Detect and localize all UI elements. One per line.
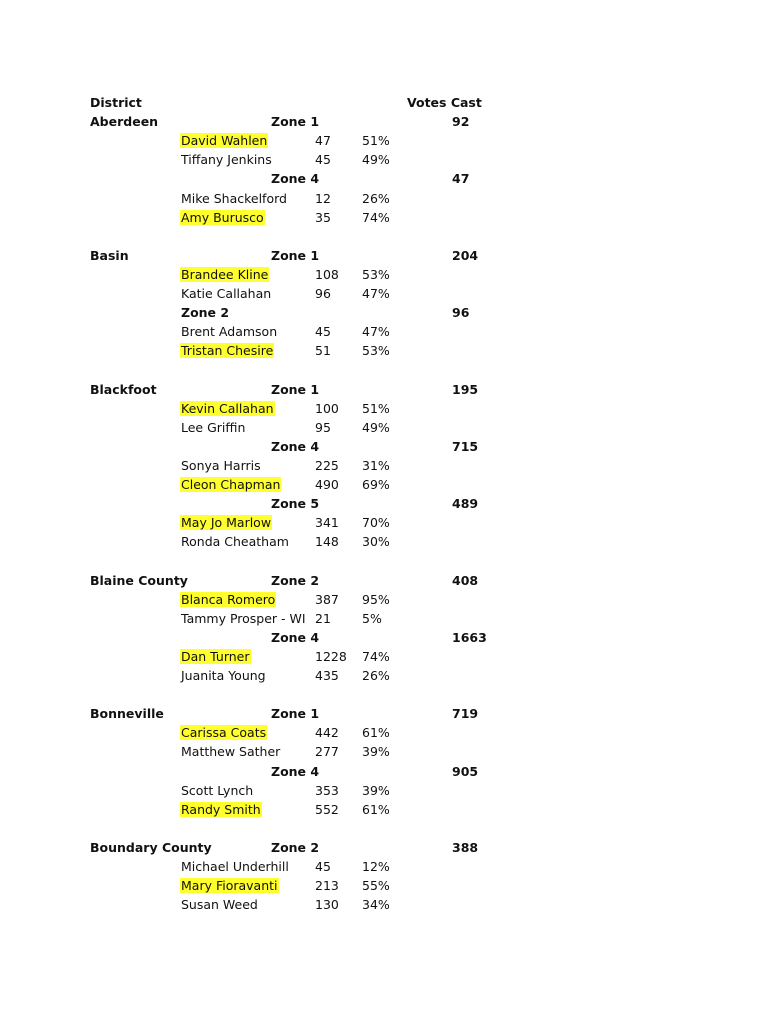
candidate-row xyxy=(0,513,768,532)
candidate-percent: 53% xyxy=(362,343,390,359)
candidate-votes: 552 xyxy=(315,801,339,817)
candidate-name: Mike Shackelford xyxy=(181,190,287,206)
candidate-percent: 51% xyxy=(362,400,390,416)
candidate-name: Tiffany Jenkins xyxy=(181,152,272,168)
candidate-votes: 130 xyxy=(315,897,339,913)
zone-label: Zone 1 xyxy=(271,247,320,263)
candidate-name: Sonya Harris xyxy=(181,457,261,473)
candidate-percent: 70% xyxy=(362,515,390,531)
candidate-row xyxy=(0,265,768,284)
candidate-row xyxy=(0,475,768,494)
winner-name: Kevin Callahan xyxy=(181,400,274,416)
candidate-percent: 31% xyxy=(362,457,390,473)
candidate-name: Lee Griffin xyxy=(181,419,246,435)
candidate-votes: 442 xyxy=(315,725,339,741)
zone-row xyxy=(0,437,768,456)
zone-row xyxy=(0,628,768,647)
candidate-percent: 53% xyxy=(362,266,390,282)
winner-name: May Jo Marlow xyxy=(181,515,272,531)
candidate-row xyxy=(0,647,768,666)
votes-cast-total: 719 xyxy=(452,706,479,722)
zone-label: Zone 1 xyxy=(271,114,320,130)
candidate-votes: 387 xyxy=(315,591,339,607)
zone-label: Zone 1 xyxy=(271,706,320,722)
zone-label: Zone 2 xyxy=(181,305,230,321)
zone-row xyxy=(0,169,768,188)
zone-label: Zone 5 xyxy=(271,496,320,512)
candidate-votes: 21 xyxy=(315,610,331,626)
candidate-percent: 39% xyxy=(362,782,390,798)
district-name: Boundary County xyxy=(90,839,212,855)
votes-cast-total: 96 xyxy=(452,305,470,321)
candidate-row xyxy=(0,322,768,341)
candidate-name: Susan Weed xyxy=(181,897,258,913)
votes-cast-total: 1663 xyxy=(452,629,487,645)
candidate-row xyxy=(0,456,768,475)
candidate-row xyxy=(0,876,768,895)
candidate-percent: 47% xyxy=(362,286,390,301)
candidate-row xyxy=(0,781,768,800)
zone-label: Zone 1 xyxy=(271,381,320,397)
candidate-row xyxy=(0,418,768,437)
candidate-percent: 74% xyxy=(362,209,390,225)
candidate-percent: 26% xyxy=(362,190,390,206)
winner-name: David Wahlen xyxy=(181,133,268,149)
zone-row xyxy=(0,704,768,723)
candidate-percent: 26% xyxy=(362,668,390,683)
winner-name: Blanca Romero xyxy=(181,591,276,607)
candidate-votes: 353 xyxy=(315,782,339,798)
candidate-percent: 61% xyxy=(362,725,390,741)
candidate-row xyxy=(0,208,768,227)
candidate-name: Tammy Prosper - WI xyxy=(181,610,306,626)
district-name: Basin xyxy=(90,247,129,263)
candidate-name: Michael Underhill xyxy=(181,859,289,874)
candidate-percent: 12% xyxy=(362,859,390,874)
candidate-votes: 225 xyxy=(315,457,339,473)
candidate-percent: 51% xyxy=(362,133,390,149)
candidate-percent: 49% xyxy=(362,419,390,435)
zone-label: Zone 4 xyxy=(271,629,320,645)
votes-cast-total: 204 xyxy=(452,247,479,263)
candidate-row xyxy=(0,284,768,303)
candidate-votes: 96 xyxy=(315,286,331,301)
candidate-name: Scott Lynch xyxy=(181,782,254,798)
candidate-row xyxy=(0,666,768,685)
candidate-row xyxy=(0,800,768,819)
votes-cast-total: 388 xyxy=(452,839,479,855)
candidate-percent: 47% xyxy=(362,324,390,340)
candidate-votes: 148 xyxy=(315,534,339,550)
votes-cast-total: 489 xyxy=(452,496,479,512)
candidate-votes: 100 xyxy=(315,400,339,416)
votes-cast-total: 408 xyxy=(452,572,479,588)
candidate-votes: 35 xyxy=(315,209,331,225)
candidate-votes: 47 xyxy=(315,133,331,149)
candidate-row xyxy=(0,532,768,551)
candidate-row xyxy=(0,723,768,742)
candidate-name: Juanita Young xyxy=(181,668,266,683)
candidate-percent: 49% xyxy=(362,152,390,168)
candidate-row xyxy=(0,857,768,876)
candidate-percent: 61% xyxy=(362,801,390,817)
zone-row xyxy=(0,838,768,857)
zone-row xyxy=(0,303,768,322)
candidate-name: Katie Callahan xyxy=(181,286,272,301)
winner-name: Amy Burusco xyxy=(181,209,264,225)
winner-name: Tristan Chesire xyxy=(181,343,274,359)
header-row xyxy=(0,93,768,112)
candidate-percent: 74% xyxy=(362,648,390,664)
winner-name: Dan Turner xyxy=(181,648,250,664)
candidate-percent: 55% xyxy=(362,878,390,894)
zone-row xyxy=(0,380,768,399)
candidate-row xyxy=(0,131,768,150)
candidate-row xyxy=(0,590,768,609)
zone-row xyxy=(0,246,768,265)
candidate-row xyxy=(0,399,768,418)
zone-label: Zone 4 xyxy=(271,171,320,187)
zone-row xyxy=(0,494,768,513)
candidate-percent: 5% xyxy=(362,610,382,626)
candidate-votes: 45 xyxy=(315,324,331,340)
candidate-row xyxy=(0,189,768,208)
candidate-votes: 45 xyxy=(315,152,331,168)
candidate-name: Brent Adamson xyxy=(181,324,278,340)
candidate-percent: 69% xyxy=(362,477,390,492)
votes-cast-header: Votes Cast xyxy=(407,95,482,110)
winner-name: Randy Smith xyxy=(181,801,261,817)
candidate-votes: 213 xyxy=(315,878,339,894)
candidate-votes: 490 xyxy=(315,477,339,492)
candidate-votes: 45 xyxy=(315,859,331,874)
candidate-row xyxy=(0,609,768,628)
winner-name: Carissa Coats xyxy=(181,725,267,741)
candidate-votes: 435 xyxy=(315,668,339,683)
candidate-votes: 277 xyxy=(315,744,339,760)
candidate-percent: 39% xyxy=(362,744,390,760)
zone-row xyxy=(0,762,768,781)
candidate-row xyxy=(0,742,768,761)
candidate-votes: 12 xyxy=(315,190,331,206)
zone-label: Zone 2 xyxy=(271,839,320,855)
district-name: Blaine County xyxy=(90,572,188,588)
candidate-name: Ronda Cheatham xyxy=(181,534,289,550)
candidate-percent: 34% xyxy=(362,897,390,913)
winner-name: Mary Fioravanti xyxy=(181,878,278,894)
votes-cast-total: 195 xyxy=(452,381,479,397)
votes-cast-total: 715 xyxy=(452,438,479,454)
candidate-votes: 51 xyxy=(315,343,331,359)
candidate-row xyxy=(0,150,768,169)
winner-name: Cleon Chapman xyxy=(181,477,281,492)
district-name: Aberdeen xyxy=(90,114,159,130)
candidate-row xyxy=(0,895,768,914)
candidate-votes: 341 xyxy=(315,515,339,531)
candidate-percent: 30% xyxy=(362,534,390,550)
candidate-name: Matthew Sather xyxy=(181,744,281,760)
candidate-votes: 108 xyxy=(315,266,339,282)
district-name: Bonneville xyxy=(90,706,164,722)
district-header: District xyxy=(90,95,142,110)
zone-label: Zone 2 xyxy=(271,572,320,588)
candidate-percent: 95% xyxy=(362,591,390,607)
candidate-row xyxy=(0,341,768,360)
winner-name: Brandee Kline xyxy=(181,266,269,282)
candidate-votes: 95 xyxy=(315,419,331,435)
district-name: Blackfoot xyxy=(90,381,157,397)
candidate-votes: 1228 xyxy=(315,648,347,664)
votes-cast-total: 47 xyxy=(452,171,470,187)
zone-row xyxy=(0,112,768,131)
zone-row xyxy=(0,571,768,590)
zone-label: Zone 4 xyxy=(271,438,320,454)
zone-label: Zone 4 xyxy=(271,763,320,779)
votes-cast-total: 905 xyxy=(452,763,479,779)
votes-cast-total: 92 xyxy=(452,114,470,130)
